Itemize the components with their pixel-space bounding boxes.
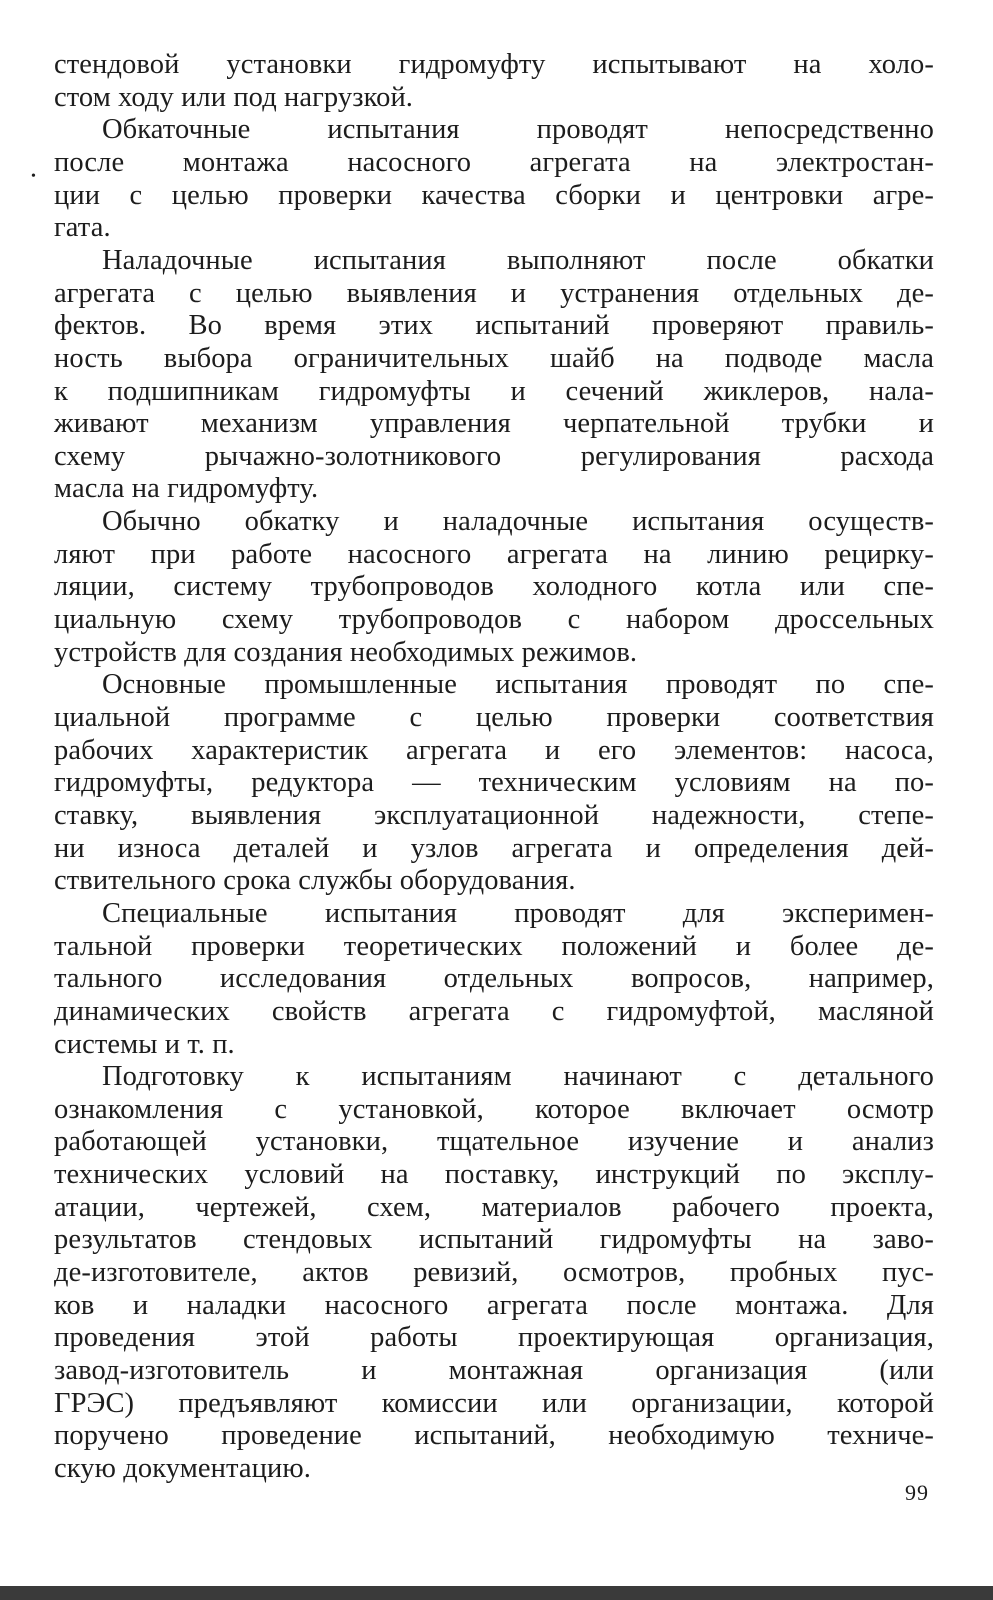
text-line: де-изготовителе, актов ревизий, осмотров, пробных пус- [54, 1257, 934, 1289]
text-line: проведения этой работы проектирующая организация, [54, 1322, 934, 1354]
text-line: после монтажа насосного агрегата на электростан- [54, 146, 934, 178]
text-line: ознакомления с установкой, которое включает осмотр [54, 1093, 934, 1125]
text-line: Наладочные испытания выполняют после обкатки [102, 244, 934, 276]
text-line: стендовой установки гидромуфту испытывают на холо- [54, 49, 934, 80]
text-line: циальной программе с целью проверки соответствия [54, 702, 934, 733]
text-line: ляют при работе насосного агрегата на линию рецирку- [54, 538, 934, 570]
text-line: технических условий на поставку, инструкций по эксплу- [54, 1159, 934, 1191]
text-line: ставку, выявления эксплуатационной надежности, степе- [54, 799, 934, 831]
book-page [54, 48, 934, 1600]
text-line: ляции, систему трубопроводов холодного котла или спе- [54, 571, 934, 603]
text-line: циальную схему трубопроводов с набором дроссельных [54, 604, 934, 636]
text-line: к подшипникам гидромуфты и сечений жиклеров, нала- [54, 375, 934, 407]
text-line: рабочих характеристик агрегата и его элементов: насоса, [54, 734, 934, 766]
text-line: поручено проведение испытаний, необходимую техниче- [54, 1420, 934, 1452]
text-line: ков и наладки насосного агрегата после монтажа. Для [54, 1289, 934, 1321]
text-line: устройств для создания необходимых режимов. [54, 636, 638, 668]
text-line: скую документацию. [54, 1452, 311, 1484]
text-line: ции с целью проверки качества сборки и центровки агре- [54, 179, 934, 211]
text-line: фектов. Во время этих испытаний проверяют правиль- [54, 310, 934, 342]
text-line: тального исследования отдельных вопросов, например, [54, 963, 934, 995]
text-line: Обкаточные испытания проводят непосредственно [102, 114, 934, 146]
text-line: динамических свойств агрегата с гидромуфтой, масляной [54, 995, 934, 1027]
text-line: Обычно обкатку и наладочные испытания осуществ- [102, 506, 934, 538]
text-line: ность выбора ограничительных шайб на подводе масла [54, 342, 934, 374]
text-line: работающей установки, тщательное изучение и анализ [54, 1126, 934, 1158]
text-line: масла на гидромуфту. [54, 473, 319, 505]
text-line: агрегата с целью выявления и устранения отдельных де- [54, 277, 934, 309]
text-line: схему рычажно-золотникового регулирования расхода [54, 440, 934, 472]
text-line: гата. [54, 212, 111, 244]
text-line: ни износа деталей и узлов агрегата и определения дей- [54, 832, 934, 864]
page-number: 99 [905, 1480, 929, 1505]
text-line: ствительного срока службы оборудования. [54, 865, 576, 897]
text-line: Подготовку к испытаниям начинают с детального [102, 1061, 934, 1093]
text-line: тальной проверки теоретических положений и более де- [54, 930, 934, 962]
text-line: живают механизм управления черпательной трубки и [54, 408, 934, 440]
text-line: системы и т. п. [54, 1028, 235, 1060]
print-speck-mark: • [31, 169, 36, 184]
text-line: завод-изготовитель и монтажная организация (или [54, 1355, 934, 1386]
text-line: Основные промышленные испытания проводят по спе- [102, 669, 934, 701]
text-line: гидромуфты, редуктора — техническим условиям на по- [54, 767, 934, 799]
text-line: атации, чертежей, схем, материалов рабочего проекта, [54, 1191, 934, 1223]
scan-bottom-edge [0, 1586, 993, 1600]
text-line: результатов стендовых испытаний гидромуфты на заво- [54, 1224, 934, 1256]
text-line: Специальные испытания проводят для эксперимен- [102, 897, 934, 929]
text-line: стом ходу или под нагрузкой. [54, 81, 414, 113]
text-line: ГРЭС) предъявляют комиссии или организации, которой [54, 1387, 934, 1419]
